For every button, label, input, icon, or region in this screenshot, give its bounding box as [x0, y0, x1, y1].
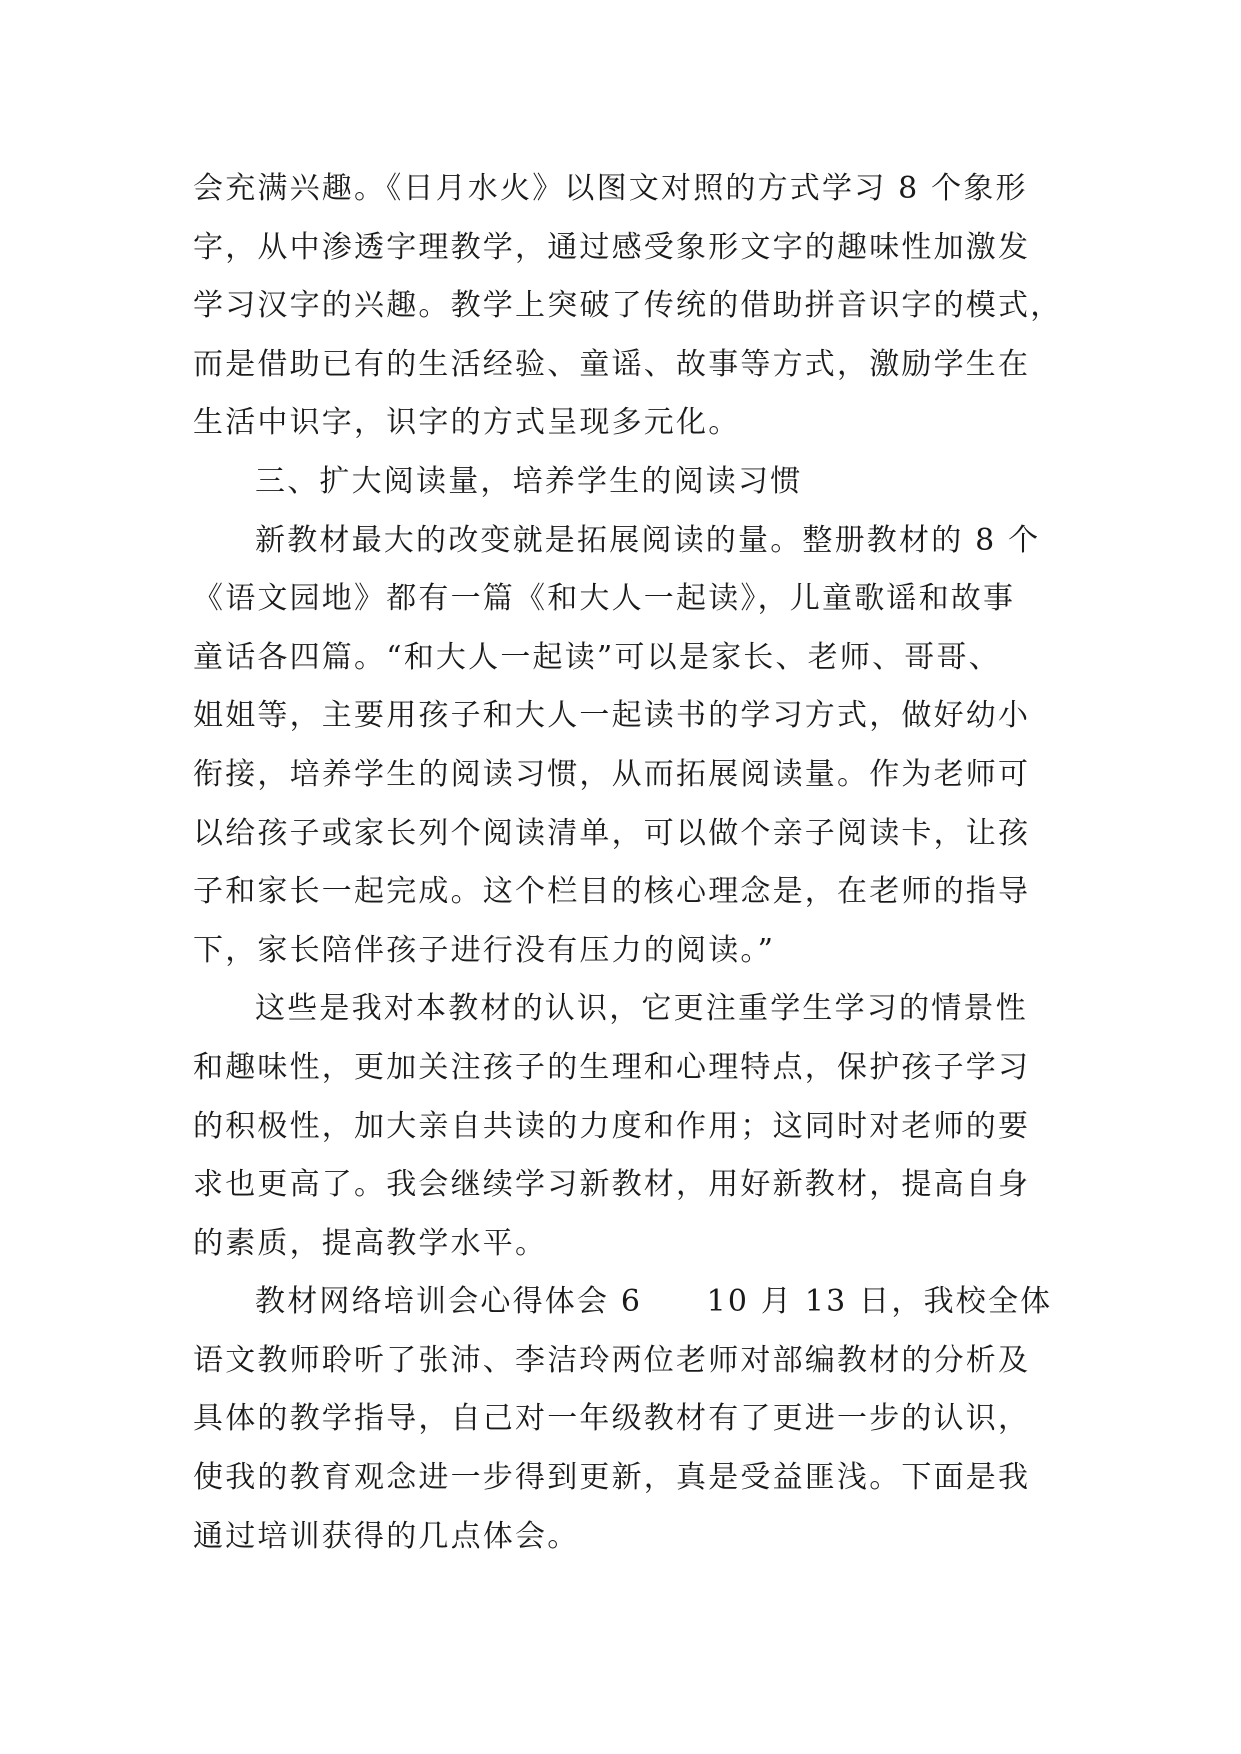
- text-line: 童话各四篇。“和大人一起读”可以是家长、老师、哥哥、: [193, 639, 1001, 675]
- text-line: 姐姐等，主要用孩子和大人一起读书的学习方式，做好幼小: [193, 698, 1031, 734]
- text-line: 通过培训获得的几点体会。: [193, 1518, 580, 1554]
- text-line: 衔接，培养学生的阅读习惯，从而拓展阅读量。作为老师可: [193, 756, 1031, 792]
- text-line: 的积极性，加大亲自共读的力度和作用；这同时对老师的要: [193, 1108, 1031, 1144]
- text-line: 新教材最大的改变就是拓展阅读的量。整册教材的 8 个: [255, 522, 1041, 558]
- text-line: 会充满兴趣。《日月水火》以图文对照的方式学习 8 个象形: [193, 171, 1028, 206]
- document-page: [193, 160, 1093, 1566]
- text-line: 子和家长一起完成。这个栏目的核心理念是，在老师的指导: [193, 874, 1031, 910]
- text-line: 这些是我对本教材的认识，它更注重学生学习的情景性: [255, 991, 1028, 1027]
- text-line: 教材网络培训会心得体会 6 10 月 13 日，我校全体: [255, 1284, 1053, 1320]
- text-line: 语文教师聆听了张沛、李洁玲两位老师对部编教材的分析及: [193, 1342, 1031, 1378]
- text-line: 字，从中渗透字理教学，通过感受象形文字的趣味性加激发: [193, 229, 1031, 265]
- text-line: 和趣味性，更加关注孩子的生理和心理特点，保护孩子学习: [193, 1049, 1031, 1085]
- section-heading: 三、扩大阅读量，培养学生的阅读习惯: [255, 463, 803, 499]
- text-line: 使我的教育观念进一步得到更新，真是受益匪浅。下面是我: [193, 1460, 1031, 1496]
- text-line: 生活中识字，识字的方式呈现多元化。: [193, 405, 741, 441]
- text-line: 而是借助已有的生活经验、童谣、故事等方式，激励学生在: [193, 346, 1031, 382]
- text-line: 的素质，提高教学水平。: [193, 1225, 548, 1261]
- text-line: 学习汉字的兴趣。教学上突破了传统的借助拼音识字的模式，: [193, 288, 1063, 324]
- text-line: 求也更高了。我会继续学习新教材，用好新教材，提高自身: [193, 1167, 1031, 1203]
- text-line: 《语文园地》都有一篇《和大人一起读》，儿童歌谣和故事: [193, 581, 1016, 617]
- text-line: 以给孩子或家长列个阅读清单，可以做个亲子阅读卡，让孩: [193, 815, 1031, 851]
- text-line: 下，家长陪伴孩子进行没有压力的阅读。”: [193, 932, 776, 968]
- text-line: 具体的教学指导，自己对一年级教材有了更进一步的认识，: [193, 1401, 1031, 1437]
